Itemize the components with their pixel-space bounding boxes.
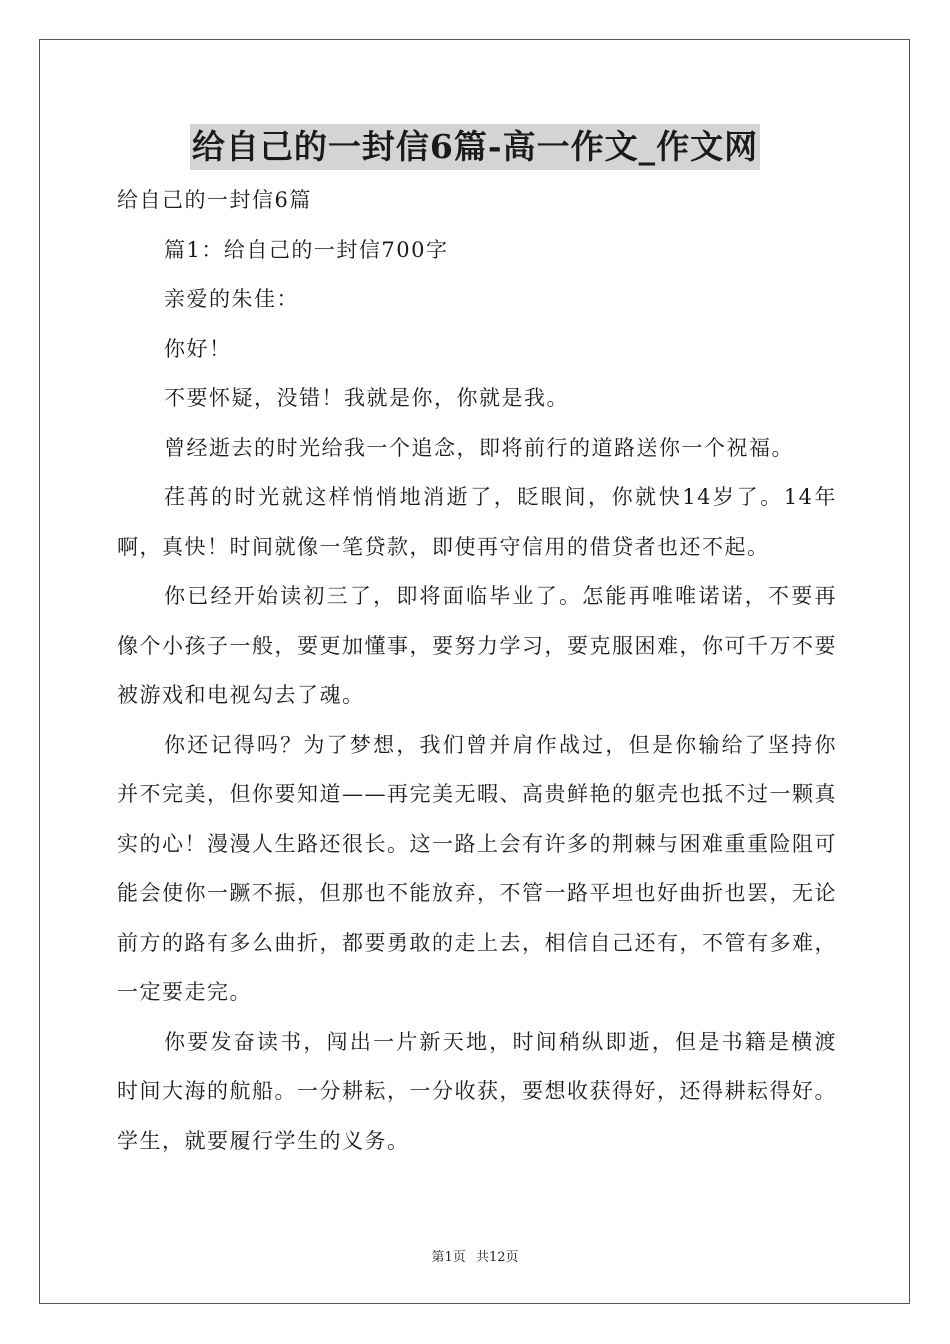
paragraph: 你还记得吗？为了梦想，我们曾并肩作战过，但是你输给了坚持你并不完美，但你要知道——再完美无暇、高贵鲜艳的躯壳也抵不过一颗真实的心！漫漫人生路还很长。这一路上会有许多的荆棘与困难重重险阻可能会使你一蹶不振，但那也不能放弃，不管一路平坦也好曲折也罢，无论前方的路有多么曲折，都要勇敢的走上去，相信自己还有，不管有多难，一定要走完。 — [117, 732, 837, 1004]
paragraph: 曾经逝去的时光给我一个追念，即将前行的道路送你一个祝福。 — [164, 435, 794, 460]
paragraph-salutation: 亲爱的朱佳： — [164, 287, 299, 311]
document-subtitle: 给自己的一封信6篇 — [117, 188, 312, 212]
document-title: 给自己的一封信6篇-高一作文_作文网 — [190, 124, 760, 170]
title-container — [0, 124, 950, 170]
paragraph: 不要怀疑，没错！我就是你，你就是我。 — [164, 386, 569, 410]
document-body — [117, 176, 837, 1166]
page-total: 共12页 — [475, 1250, 519, 1265]
paragraph: 你已经开始读初三了，即将面临毕业了。怎能再唯唯诺诺，不要再像个小孩子一般，要更加懂事，要努力学习，要克服困难，你可千万不要被游戏和电视勾去了魂。 — [117, 584, 837, 707]
paragraph: 荏苒的时光就这样悄悄地消逝了，眨眼间，你就快14岁了。14年啊，真快！时间就像一笔贷款，即使再守信用的借贷者也还不起。 — [117, 485, 837, 559]
paragraph-heading: 篇1：给自己的一封信700字 — [164, 237, 449, 262]
page-number: 第1页 — [431, 1250, 466, 1265]
paragraph-greeting: 你好！ — [164, 336, 232, 361]
paragraph: 你要发奋读书，闯出一片新天地，时间稍纵即逝，但是书籍是横渡时间大海的航船。一分耕耘，一分收获，要想收获得好，还得耕耘得好。学生，就要履行学生的义务。 — [117, 1029, 837, 1153]
page-footer — [0, 1246, 950, 1265]
